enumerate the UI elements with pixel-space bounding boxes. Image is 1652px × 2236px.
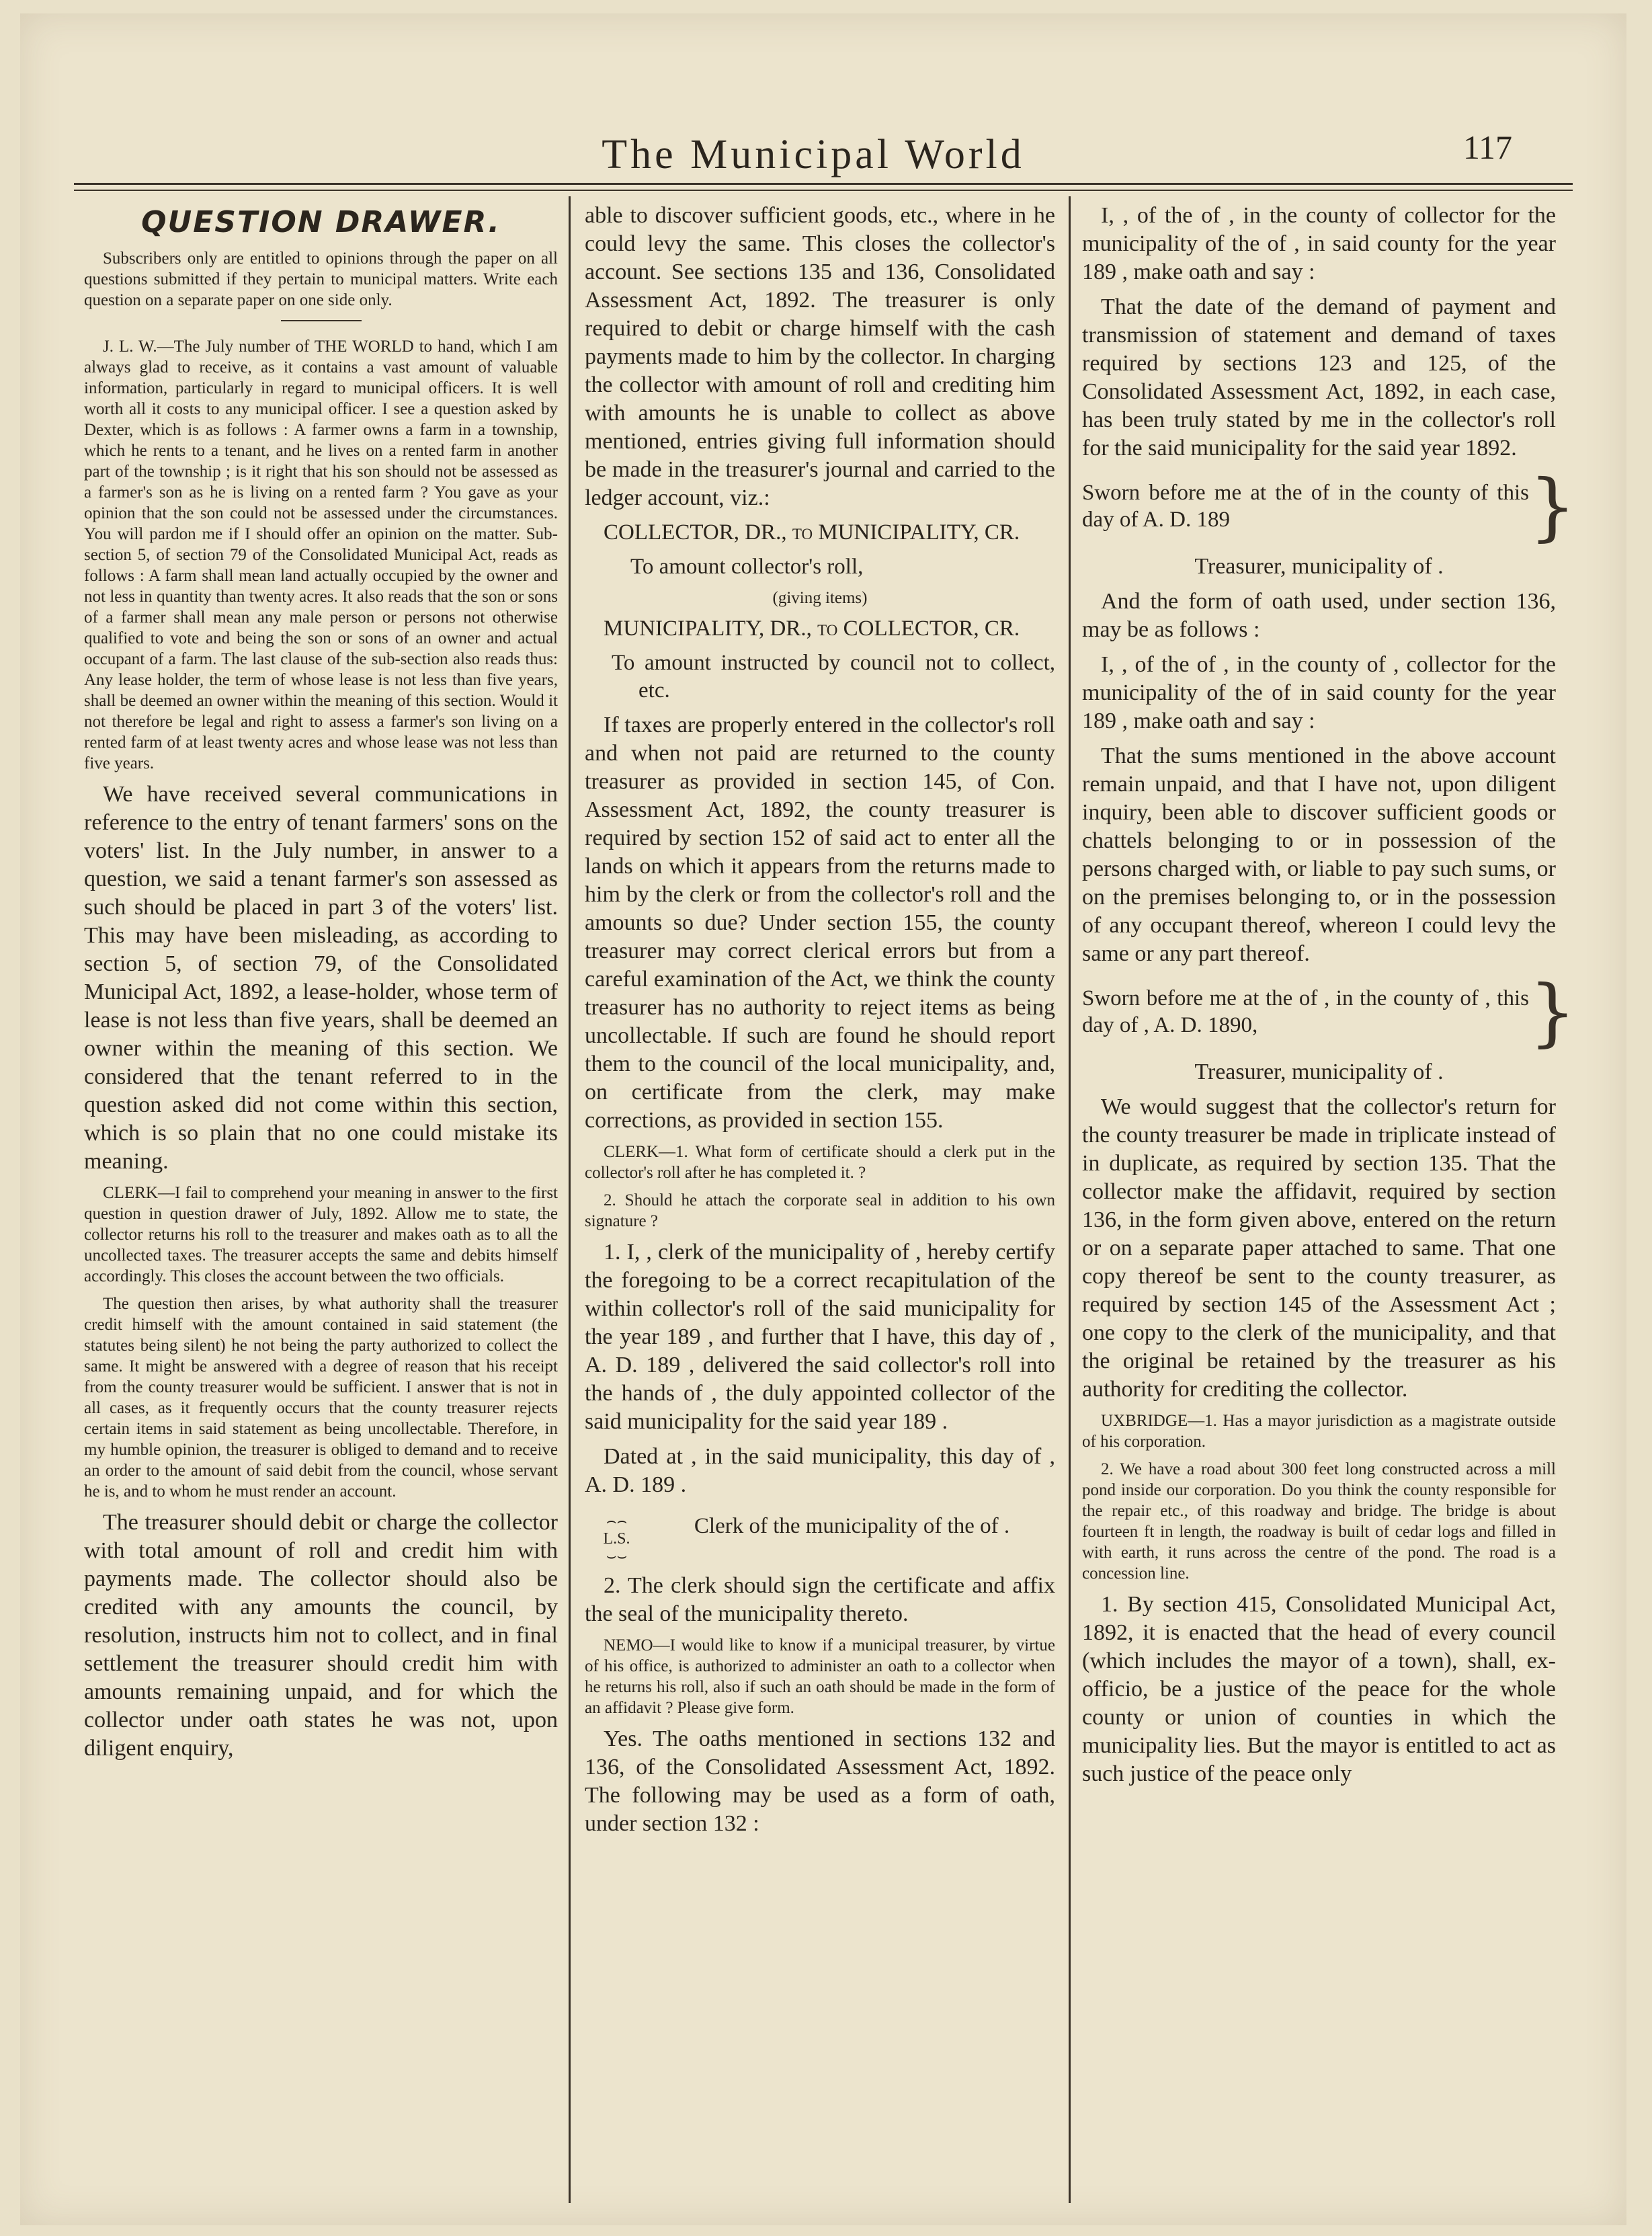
masthead-title: The Municipal World <box>602 132 1025 177</box>
reply-treasurer-continued: able to discover sufficient goods, etc., where in he could levy the same. This closes the collector's account. See sections 135 and 136, Consolidated Assessment Act, 1892. The treasurer is only required to debit or charge himself with the cash payments made to him by the collector. In charging the collector with amount of roll and crediting him with amounts he is unable to collect as above mentioned, entries giving full information should be made in the treasurer's journal and carried to the ledger account, viz.: <box>585 203 1055 510</box>
suggestion-triplicate: We would suggest that the collector's return for the county treasurer be made in triplicate instead of in duplicate, as required by section 135. That the collector make the affidavit, required by section 136, in the form given above, entered on the return or on a separate paper attached to same. That one copy thereof be sent to the county treasurer, as required by section 145 of the Assessment Act ; one copy to the clerk of the municipality, and that the original be retained by the treasurer as his authority for crediting the collector. <box>1082 1094 1556 1402</box>
oath-form-136-body: That the sums mentioned in the above account remain unpaid, and that I have not, upon diligent inquiry, been able to discover sufficient goods or chattels belonging to or in possession of the persons charged with, or liable to pay such sums, or on the premises belonging to, or in the possession of any occupant thereof, whereon I could levy the same or any part thereof. <box>1082 744 1556 966</box>
ledger-entry-items: (giving items) <box>772 589 868 607</box>
sworn-block-2 <box>1082 969 1576 1055</box>
newspaper-page <box>20 13 1626 2225</box>
reply-oaths: Yes. The oaths mentioned in sections 132 and 136, of the Consolidated Assessment Act, 1892. The following may be used as a form of oath, under section 132 : <box>585 1726 1055 1836</box>
seal-label: L.S. <box>603 1530 630 1548</box>
question-clerk-2: 2. Should he attach the corporate seal in addition to his own signature ? <box>585 1191 1055 1230</box>
question-clerk-1: CLERK—1. What form of certificate should a clerk put in the collector's roll after he has completed it. ? <box>585 1143 1055 1182</box>
answer-mayor-jurisdiction: 1. By section 415, Consolidated Municipal Act, 1892, it is enacted that the head of every council (which includes the mayor of a town), shall, ex-officio, be a justice of the peace for the whole county or union of counties in which the municipality lies. But the mayor is entitled to act as such justice of the peace only <box>1082 1592 1556 1786</box>
clerk-signature-line: Clerk of the municipality of the of . <box>694 1514 1010 1538</box>
reply-county-treasurer: If taxes are properly entered in the collector's roll and when not paid are returned to the county treasurer as provided in section 145, of Con. Assessment Act, 1892, the county treasurer is required by section 152 of said act to enter all the lands on which it appears from the returns made to him by the clerk or from the collector's roll and the amounts so due? Under section 155, the county treasurer may correct clerical errors but from a careful examination of the Act, we think the county treasurer has no authority to reject items as being uncollectable. If such are found he should report them to the council of the local municipality, and, on certificate from the clerk, may make corrections, as provided in section 155. <box>585 713 1055 1133</box>
certificate-dated: Dated at , in the said municipality, this day of , A. D. 189 . <box>585 1444 1055 1497</box>
subscriber-notice: Subscribers only are entitled to opinions through the paper on all questions submitted if they pertain to municipal matters. Write each question on a separate paper on one side only. <box>84 249 558 309</box>
sworn-text-1: Sworn before me at the of in the county of this day of A. D. 189 <box>1082 481 1529 532</box>
reply-treasurer: The treasurer should debit or charge the collector with total amount of roll and credit him with payments made. The collector should also be credited with any amounts the council, by resolution, instructs him not to collect, and in final settlement the treasurer should credit him with amounts remaining unpaid, and for which the collector under oath states he was not, upon diligent enquiry, <box>84 1510 558 1761</box>
column-2 <box>585 202 1055 2202</box>
reply-farmers-sons: We have received several communications in reference to the entry of tenant farmers' sons on the voters' list. In the July number, in answer to a question, we said a tenant farmer's son assessed as such should be placed in part 3 of the voters' list. This may have been misleading, as according to section 5, of section 79, of the Consolidated Municipal Act, 1892, a lease-holder, whose term of lease is not less than five years, shall be deemed an owner within the meaning of this section. We considered that the tenant referred to in the question asked did not come within this section, which is so plain that no one could mistake its meaning. <box>84 782 558 1174</box>
question-uxbridge-2: 2. We have a road about 300 feet long constructed across a mill pond inside our corporation. Do you think the county responsible for the repair etc., of this roadway and bridge. The bridge is about fourteen ft in length, the roadway is built of cedar logs and filled in with earth, it runs across the centre of the pond. The road is a concession line. <box>1082 1460 1556 1583</box>
certificate-form: 1. I, , clerk of the municipality of , hereby certify the foregoing to be a correct recapitulation of the within collector's roll of the said municipality for the year 189 , and further that I have, this day of , A. D. 189 , delivered the said collector's roll into the hands of , the duly appointed collector of the said municipality for the said year 189 . <box>585 1240 1055 1434</box>
column-1 <box>84 202 558 2202</box>
oath-intro-136: And the form of oath used, under section 136, may be as follows : <box>1082 589 1556 642</box>
treasurer-signature-1: Treasurer, municipality of . <box>1194 554 1444 579</box>
brace-mark: } <box>1529 463 1576 549</box>
page-number: 117 <box>1462 128 1512 166</box>
ledger-entry-collector: COLLECTOR, DR., to MUNICIPALITY, CR. <box>604 520 1020 545</box>
ledger-entry-instructed: To amount instructed by council not to collect, etc. <box>612 651 1055 703</box>
treasurer-signature-2: Treasurer, municipality of . <box>1194 1060 1444 1084</box>
column-divider-1 <box>569 196 571 2203</box>
brace-mark: } <box>1529 969 1576 1055</box>
question-uxbridge-1: UXBRIDGE—1. Has a mayor jurisdiction as a magistrate outside of his corporation. <box>1082 1412 1556 1451</box>
column-3 <box>1082 202 1576 2202</box>
section-heading: QUESTION DRAWER. <box>141 205 501 239</box>
notice-divider <box>281 320 362 321</box>
oath-form-132-body: That the date of the demand of payment and transmission of statement and demand of taxes required by sections 123 and 125, of the Consolidated Assessment Act, 1892, in each case, has been truly stated by me in the collector's roll for the said municipality for the said year 1892. <box>1082 294 1556 461</box>
header-rule <box>74 183 1573 185</box>
sworn-block-1 <box>1082 463 1576 549</box>
letter-jlw: J. L. W.—The July number of THE WORLD to hand, which I am always glad to receive, as it contains a vast amount of valuable information, particularly in regard to municipal officers. It is well worth all it costs to any municipal officer. I see a question asked by Dexter, which is as follows : A farmer owns a farm in a township, which he rents to a tenant, and he lives on a rented farm in another part of the township ; is it right that his son should not be assessed as a farmer's son as he is living on a rented farm ? You gave as your opinion that the son could not be assessed under the circumstances. You will pardon me if I should offer an opinion on the matter. Sub-section 5, of section 79 of the Consolidated Municipal Act, reads as follows : A farm shall mean land actually occupied by the owner and not less in quantity than twenty acres. It also reads that the son or sons of a farmer shall mean any male person or persons not otherwise qualified to vote and being the son or sons of an owner and actual occupant of a farm. The last clause of the sub-section also reads thus: Any lease holder, the term of whose lease is not less than five years, shall be deemed an owner within the meaning of this section. Would it not therefore be legal and right to assess a farmer's son living on a rented farm of at least twenty acres and whose lease was not less than five years. <box>84 337 558 772</box>
question-nemo: NEMO—I would like to know if a municipal treasurer, by virtue of his office, is authorized to administer an oath to a collector when he returns his roll, also if such an oath should be made in the form of an affidavit ? Please give form. <box>585 1636 1055 1717</box>
oath-form-136: I, , of the of , in the county of , collector for the municipality of the of in said county for the year 189 , make oath and say : <box>1082 652 1556 733</box>
seal-signature-block <box>585 1513 1055 1565</box>
seal-mark: ⌢⌢ L.S. ⌣⌣ <box>585 1513 649 1565</box>
answer-seal: 2. The clerk should sign the certificate and affix the seal of the municipality thereto. <box>585 1573 1055 1626</box>
letter-clerk-continued: The question then arises, by what authority shall the treasurer credit himself with the amount contained in said statement (the statutes being silent) he not being the party authorized to collect the same. It might be answered with a degree of reason that his receipt from the county treasurer would be sufficient. I answer that is not in all cases, as it frequently occurs that the county treasurer rejects certain items in said statement as being uncollectable. Therefore, in my humble opinion, the treasurer is obliged to demand and to receive an order to the amount of said debit from the council, whose servant he is, and to whom he must render an account. <box>84 1295 558 1501</box>
header-rule-thin <box>74 190 1573 191</box>
oath-form-132: I, , of the of , in the county of collector for the municipality of the of , in said county for the year 189 , make oath and say : <box>1082 203 1556 284</box>
column-divider-2 <box>1069 196 1071 2203</box>
sworn-text-2: Sworn before me at the of , in the county of , this day of , A. D. 1890, <box>1082 986 1529 1037</box>
ledger-entry-roll: To amount collector's roll, <box>630 555 864 579</box>
ledger-entry-municipality: MUNICIPALITY, DR., to COLLECTOR, CR. <box>604 616 1020 641</box>
letter-clerk: CLERK—I fail to comprehend your meaning in answer to the first question in question drawer of July, 1892. Allow me to state, the collector returns his roll to the treasurer and makes oath as to all the uncollected taxes. The treasurer accepts the same and debits himself accordingly. This closes the account between the two officials. <box>84 1184 558 1285</box>
